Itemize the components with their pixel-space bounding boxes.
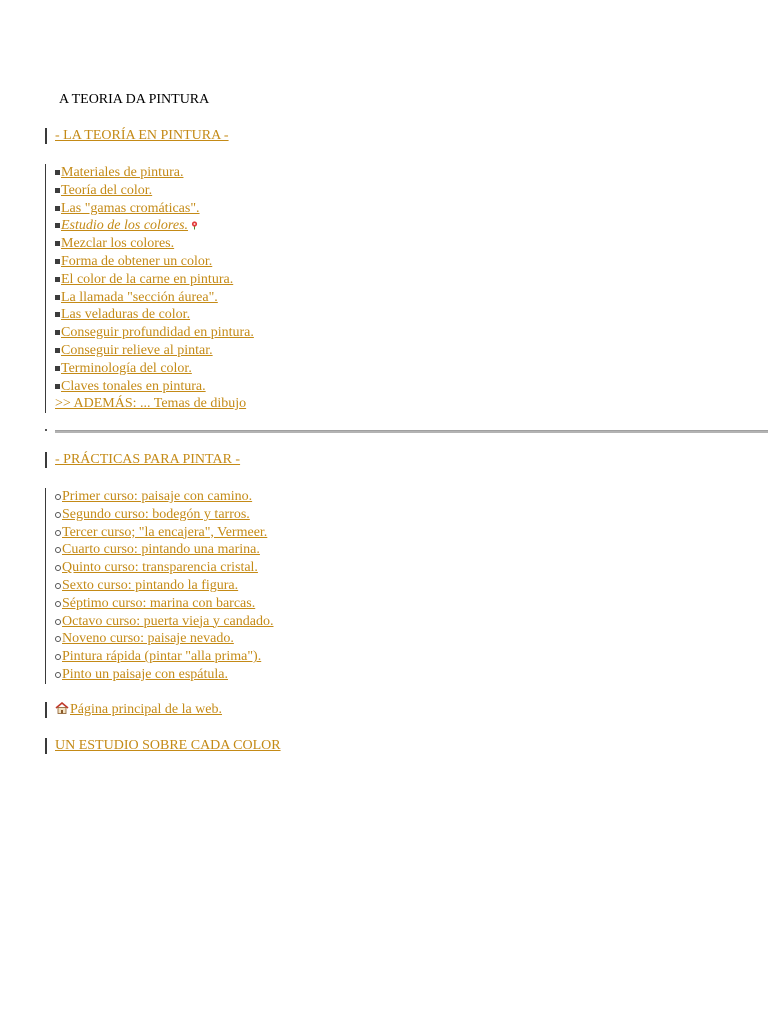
circle-bullet-icon (55, 565, 61, 571)
practice-link-alla-prima[interactable]: Pintura rápida (pintar "alla prima"). (62, 649, 262, 665)
theory-header-link[interactable]: - LA TEORÍA EN PINTURA - (55, 128, 229, 143)
circle-bullet-icon (55, 530, 61, 536)
list-item (55, 524, 273, 542)
theory-link-color-study[interactable]: Estudio de los colores. (61, 218, 189, 234)
practice-link-course-4[interactable]: Cuarto curso: pintando una marina. (62, 542, 260, 558)
practice-link-course-9[interactable]: Noveno curso: paisaje nevado. (62, 631, 234, 647)
list-item (55, 506, 273, 524)
theory-link-glazes[interactable]: Las veladuras de color. (61, 307, 191, 323)
theory-link-obtain-color[interactable]: Forma de obtener un color. (61, 253, 213, 269)
list-item (55, 182, 254, 200)
practice-section (45, 452, 240, 468)
divider-dot (45, 429, 47, 431)
theory-link-golden-section[interactable]: La llamada "sección áurea". (61, 289, 218, 305)
theory-link-materials[interactable]: Materiales de pintura. (61, 165, 184, 180)
square-bullet-icon (55, 170, 60, 175)
theory-list (45, 164, 254, 413)
theory-link-color-theory[interactable]: Teoría del color. (61, 182, 153, 198)
list-item (55, 666, 273, 684)
list-item (55, 541, 273, 559)
practice-link-course-7[interactable]: Séptimo curso: marina con barcas. (62, 595, 256, 611)
square-bullet-icon (55, 223, 60, 228)
list-item (55, 306, 254, 324)
theory-section (45, 128, 229, 144)
list-item (55, 217, 254, 235)
list-item (55, 648, 273, 666)
color-study-section (45, 738, 281, 754)
home-page-link[interactable]: Página principal de la web. (70, 702, 223, 717)
square-bullet-icon (55, 277, 60, 282)
circle-bullet-icon (55, 619, 61, 625)
square-bullet-icon (55, 295, 60, 300)
list-item (55, 360, 254, 378)
practice-list (45, 488, 273, 684)
list-item (55, 395, 254, 413)
home-section (45, 702, 222, 718)
list-item (55, 271, 254, 289)
circle-bullet-icon (55, 672, 61, 678)
theory-link-mix-colors[interactable]: Mezclar los colores. (61, 236, 175, 252)
page-title: A TEORIA DA PINTURA (59, 92, 210, 107)
list-item (55, 342, 254, 360)
flower-icon (191, 221, 198, 230)
circle-bullet-icon (55, 654, 61, 660)
circle-bullet-icon (55, 512, 61, 518)
theory-link-flesh-color[interactable]: El color de la carne en pintura. (61, 271, 234, 287)
theory-link-depth[interactable]: Conseguir profundidad en pintura. (61, 325, 254, 341)
list-item (55, 324, 254, 342)
theory-link-drawing-topics[interactable]: >> ADEMÁS: ... Temas de dibujo (55, 396, 247, 412)
list-item (55, 289, 254, 307)
color-study-link[interactable]: UN ESTUDIO SOBRE CADA COLOR (55, 738, 281, 753)
practice-link-course-1[interactable]: Primer curso: paisaje con camino. (62, 489, 253, 504)
list-item (55, 559, 273, 577)
list-item (55, 613, 273, 631)
square-bullet-icon (55, 241, 60, 246)
home-icon (55, 702, 69, 714)
square-bullet-icon (55, 259, 60, 264)
practice-link-course-3[interactable]: Tercer curso; "la encajera", Vermeer. (62, 524, 268, 540)
list-item (55, 630, 273, 648)
list-item (55, 488, 273, 506)
square-bullet-icon (55, 366, 60, 371)
theory-link-chromatic-ranges[interactable]: Las "gamas cromáticas". (61, 200, 200, 216)
square-bullet-icon (55, 188, 60, 193)
practice-header-link[interactable]: - PRÁCTICAS PARA PINTAR - (55, 452, 241, 467)
list-item (55, 595, 273, 613)
section-divider (55, 430, 768, 433)
circle-bullet-icon (55, 494, 61, 500)
list-item (55, 235, 254, 253)
list-item (55, 200, 254, 218)
list-item (55, 164, 254, 182)
square-bullet-icon (55, 384, 60, 389)
list-item (55, 378, 254, 396)
theory-link-tonal-keys[interactable]: Claves tonales en pintura. (61, 378, 206, 394)
circle-bullet-icon (55, 583, 61, 589)
practice-link-course-2[interactable]: Segundo curso: bodegón y tarros. (62, 506, 250, 522)
circle-bullet-icon (55, 547, 61, 553)
square-bullet-icon (55, 312, 60, 317)
practice-link-course-6[interactable]: Sexto curso: pintando la figura. (62, 577, 239, 593)
practice-link-spatula[interactable]: Pinto un paisaje con espátula. (62, 666, 229, 682)
square-bullet-icon (55, 206, 60, 211)
theory-link-terminology[interactable]: Terminología del color. (61, 360, 192, 376)
circle-bullet-icon (55, 601, 61, 607)
square-bullet-icon (55, 348, 60, 353)
square-bullet-icon (55, 330, 60, 335)
list-item (55, 253, 254, 271)
circle-bullet-icon (55, 636, 61, 642)
theory-link-relief[interactable]: Conseguir relieve al pintar. (61, 342, 213, 358)
practice-link-course-5[interactable]: Quinto curso: transparencia cristal. (62, 560, 258, 576)
practice-link-course-8[interactable]: Octavo curso: puerta vieja y candado. (62, 613, 274, 629)
list-item (55, 577, 273, 595)
